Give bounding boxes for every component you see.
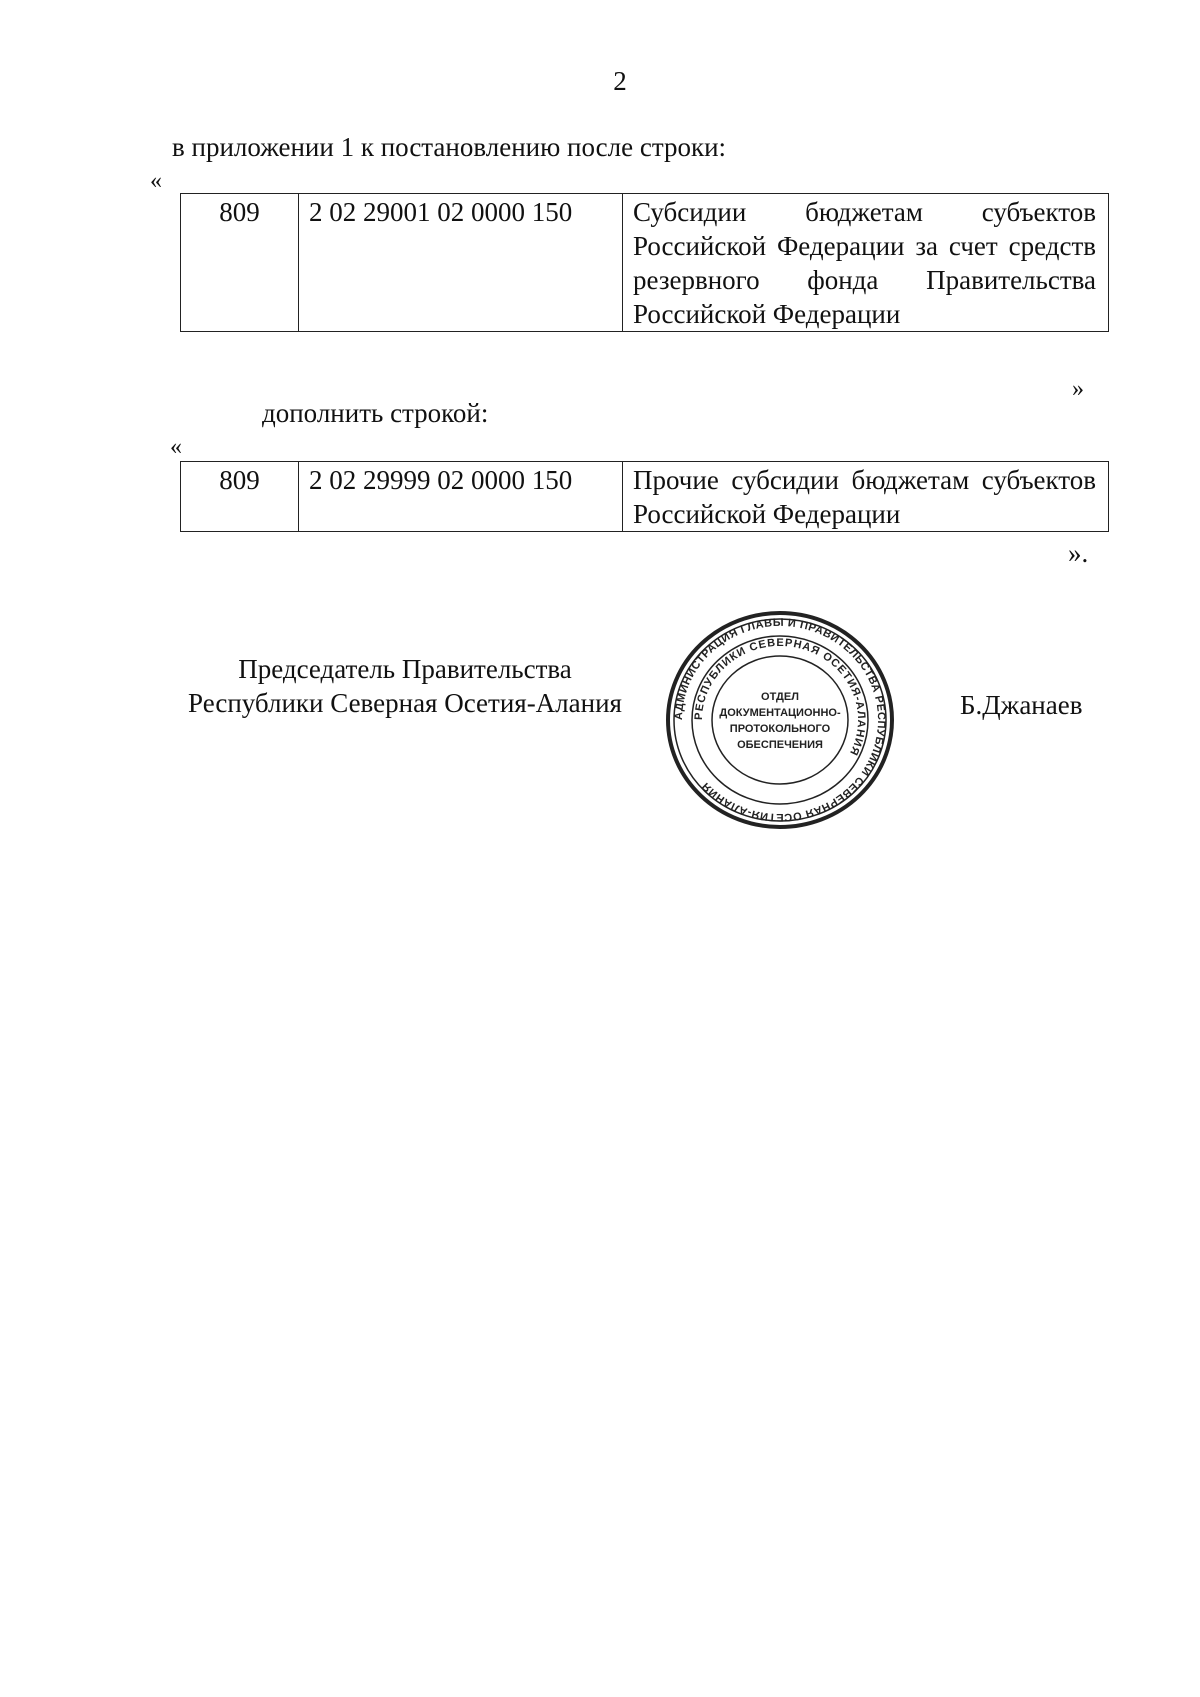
existing-row-table	[180, 193, 1109, 332]
budget-code-cell: 2 02 29001 02 0000 150	[299, 194, 623, 332]
intro-text: в приложении 1 к постановлению после строки:	[172, 132, 727, 162]
table-row	[181, 194, 1109, 332]
admin-code-cell: 809	[181, 194, 299, 332]
quote-open: «	[170, 434, 182, 460]
quote-open: «	[150, 168, 162, 194]
quote-close: »	[1072, 376, 1084, 402]
seal-center-line4: ОБЕСПЕЧЕНИЯ	[737, 739, 823, 751]
revenue-name-cell: Прочие субсидии бюджетам субъектов Российской Федерации	[623, 462, 1109, 532]
seal-center-line1: ОТДЕЛ	[761, 691, 799, 703]
seal-center-line3: ПРОТОКОЛЬНОГО	[729, 723, 831, 735]
seal-center-line2: ДОКУМЕНТАЦИОННО-	[719, 707, 841, 719]
official-seal	[660, 610, 900, 830]
signatory-name: Б.Джанаев	[960, 690, 1083, 720]
signatory-position-line2: Республики Северная Осетия-Алания	[188, 688, 622, 718]
seal-outer-text: АДМИНИСТРАЦИЯ ГЛАВЫ И ПРАВИТЕЛЬСТВА РЕСПУБЛИКИ СЕВЕРНАЯ ОСЕТИЯ-АЛАНИЯ	[672, 616, 888, 824]
signatory-position-line1: Председатель Правительства	[238, 654, 572, 684]
new-row-table	[180, 461, 1109, 532]
page-number: 2	[613, 66, 627, 96]
seal-inner-text: РЕСПУБЛИКИ СЕВЕРНАЯ ОСЕТИЯ-АЛАНИЯ	[692, 636, 868, 758]
budget-code-cell: 2 02 29999 02 0000 150	[299, 462, 623, 532]
signatory-position	[170, 652, 640, 720]
append-text: дополнить строкой:	[262, 398, 489, 428]
revenue-name-cell: Субсидии бюджетам субъектов Российской Федерации за счет средств резервного фонда Правительства Российской Федерации	[623, 194, 1109, 332]
quote-close-final: ».	[1068, 538, 1089, 568]
table-row	[181, 462, 1109, 532]
admin-code-cell: 809	[181, 462, 299, 532]
